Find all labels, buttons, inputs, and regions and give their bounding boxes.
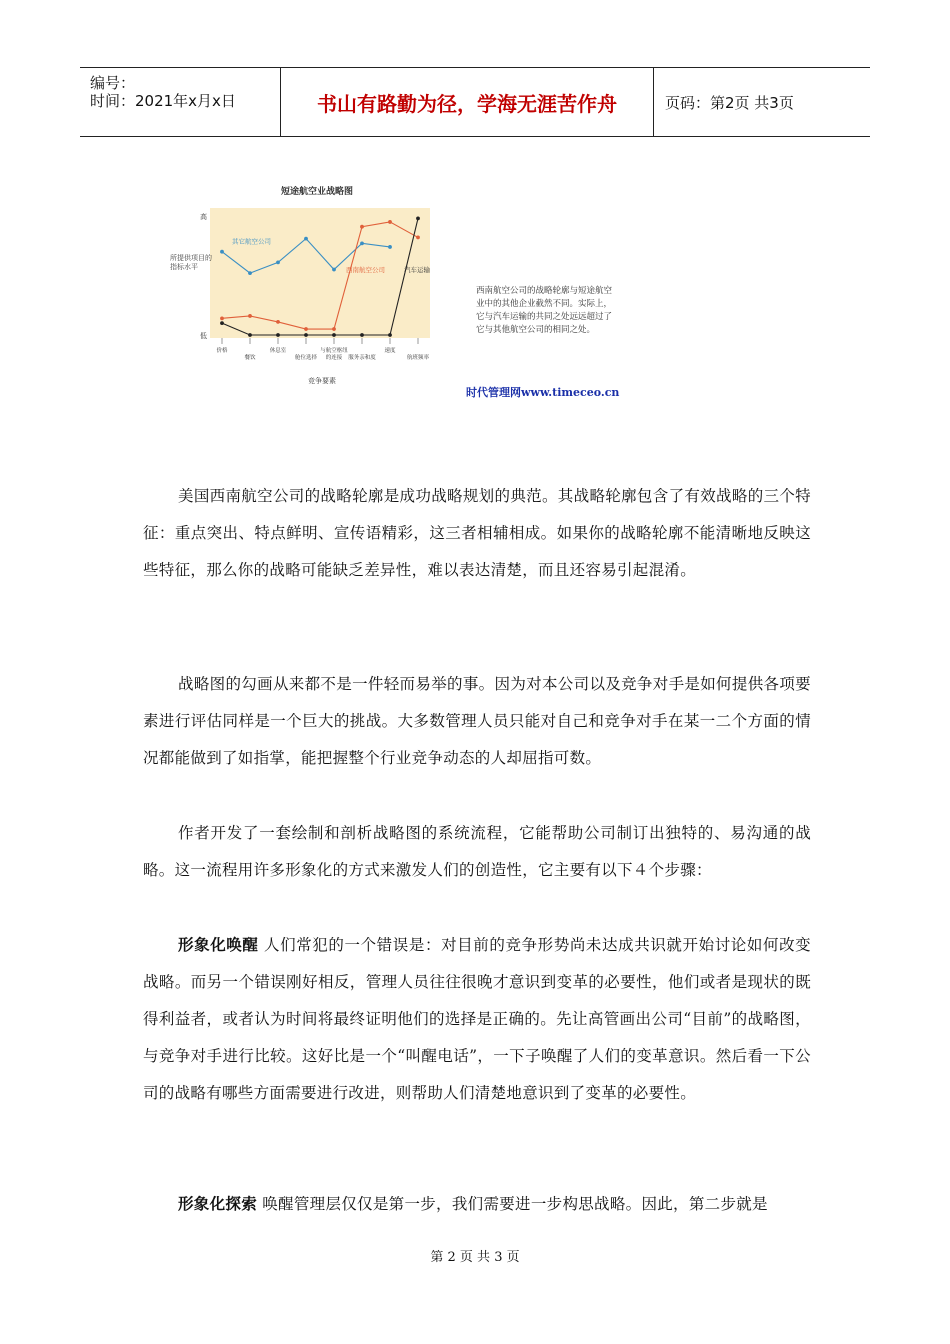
series-point-0 bbox=[332, 268, 336, 272]
x-tick-label: 舱位选择 bbox=[294, 355, 318, 361]
paragraph-5-text: 唤醒管理层仅仅是第一步，我们需要进一步构思战略。因此，第二步就是 bbox=[257, 1195, 768, 1213]
series-point-0 bbox=[248, 271, 252, 275]
series-point-2 bbox=[304, 333, 308, 337]
chart-source: 时代管理网www.timeceo.cn bbox=[466, 386, 620, 399]
x-tick-label: 的连接 bbox=[325, 355, 343, 361]
series-point-2 bbox=[388, 333, 392, 337]
series-point-0 bbox=[304, 237, 308, 241]
chart-xlabel: 竞争要素 bbox=[308, 377, 336, 385]
series-point-2 bbox=[276, 333, 280, 337]
series-point-0 bbox=[360, 241, 364, 245]
series-label-1: 西南航空公司 bbox=[346, 265, 385, 274]
series-point-0 bbox=[388, 245, 392, 249]
series-point-2 bbox=[416, 216, 420, 220]
x-tick-label: 航班频率 bbox=[406, 355, 430, 361]
series-point-1 bbox=[248, 314, 252, 318]
series-point-1 bbox=[332, 327, 336, 331]
series-point-2 bbox=[248, 333, 252, 337]
chart-title: 短途航空业战略图 bbox=[280, 187, 354, 197]
series-point-1 bbox=[220, 316, 224, 320]
paragraph-3: 作者开发了一套绘制和剖析战略图的系统流程，它能帮助公司制订出独特的、易沟通的战略。这一流程用许多形象化的方式来激发人们的创造性，它主要有以下４个步骤： bbox=[143, 824, 811, 879]
x-tick-label: 价格 bbox=[216, 348, 228, 354]
x-tick-label: 休息室 bbox=[269, 348, 287, 354]
paragraph-4 bbox=[143, 926, 811, 1112]
paragraph-5 bbox=[143, 1185, 811, 1223]
x-tick-label: 速度 bbox=[384, 348, 396, 354]
x-tick-label: 与航空枢纽 bbox=[320, 348, 348, 354]
series-point-1 bbox=[360, 225, 364, 229]
series-point-0 bbox=[220, 250, 224, 254]
series-point-2 bbox=[332, 333, 336, 337]
chart-note: 西南航空公司的战略轮廓与短途航空业中的其他企业截然不同。实际上，它与汽车运输的共同之处远远超过了它与其他航空公司的相同之处。 bbox=[476, 286, 613, 335]
series-point-2 bbox=[360, 333, 364, 337]
paragraph-1: 美国西南航空公司的战略轮廓是成功战略规划的典范。其战略轮廓包含了有效战略的三个特征：重点突出、特点鲜明、宣传语精彩，这三者相辅相成。如果你的战略轮廓不能清晰地反映这些特征，那么你的战略可能缺乏差异性，难以表达清楚，而且还容易引起混淆。 bbox=[143, 487, 811, 579]
series-point-1 bbox=[416, 236, 420, 240]
header-meta-cell bbox=[80, 68, 281, 136]
chart-plot-area bbox=[210, 208, 430, 338]
series-label-0: 其它航空公司 bbox=[232, 237, 271, 246]
x-tick-label: 服务亲和度 bbox=[348, 355, 376, 361]
number-label: 编号： bbox=[90, 74, 136, 92]
date-label: 时间：2021年x月x日 bbox=[90, 92, 236, 110]
header-motto: 书山有路勤为径，学海无涯苦作舟 bbox=[281, 68, 654, 136]
series-point-1 bbox=[276, 320, 280, 324]
series-label-2: 汽车运输 bbox=[404, 265, 430, 274]
series-point-1 bbox=[388, 220, 392, 224]
x-tick-label: 餐饮 bbox=[244, 355, 256, 361]
y-tick-low: 低 bbox=[200, 332, 207, 340]
document-header bbox=[80, 67, 870, 137]
y-tick-high: 高 bbox=[200, 213, 207, 221]
paragraph-2: 战略图的勾画从来都不是一件轻而易举的事。因为对本公司以及竞争对手是如何提供各项要素进行评估同样是一个巨大的挑战。大多数管理人员只能对自己和竞争对手在某一二个方面的情况都能做到了如指掌，能把握整个行业竞争动态的人却屈指可数。 bbox=[143, 675, 811, 767]
paragraph-4-text: 人们常犯的一个错误是：对目前的竞争形势尚未达成共识就开始讨论如何改变战略。而另一个错误刚好相反，管理人员往往很晚才意识到变革的必要性，他们或者是现状的既得利益者，或者认为时间将最终证明他们的选择是正确的。先让高管画出公司“目前”的战略图，与竞争对手进行比较。这好比是一个“叫醒电话”，一下子唤醒了人们的变革意识。然后看一下公司的战略有哪些方面需要进行改进，则帮助人们清楚地意识到了变革的必要性。 bbox=[143, 936, 811, 1102]
page-footer: 第 2 页 共 3 页 bbox=[430, 1250, 520, 1265]
series-point-1 bbox=[304, 327, 308, 331]
paragraph-5-heading: 形象化探索 bbox=[178, 1194, 258, 1213]
paragraph-4-heading: 形象化唤醒 bbox=[178, 935, 259, 954]
chart-ylabel: 所提供项目的 指标水平 bbox=[170, 254, 212, 271]
series-point-0 bbox=[276, 261, 280, 265]
header-page-info: 页码：第2页 共3页 bbox=[665, 93, 794, 112]
series-point-2 bbox=[220, 321, 224, 325]
